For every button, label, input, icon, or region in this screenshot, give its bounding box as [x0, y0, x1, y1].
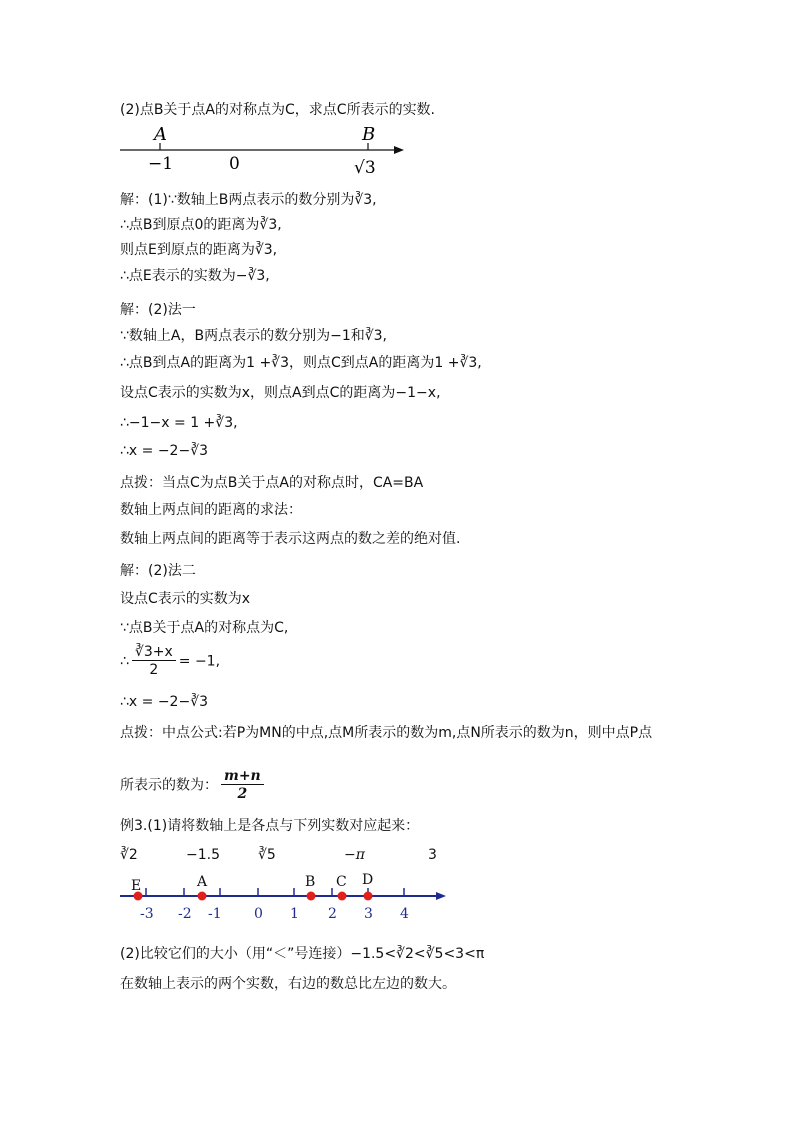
example-3-question: 例3.(1)请将数轴上是各点与下列实数对应起来： — [120, 818, 420, 834]
distance-rule-title: 数轴上两点间的距离的求法： — [120, 502, 302, 518]
midpoint-result-line — [120, 768, 267, 803]
question-text: (2)点B关于点A的对称点为C，求点C所表示的实数. — [120, 102, 436, 118]
axis-arrow — [436, 892, 446, 900]
solution-2-line-1: ∵数轴上A，B两点表示的数分别为−1和∛3, — [120, 328, 388, 344]
solution-1-line-3: 则点E到原点的距离为∛3, — [120, 242, 278, 258]
point-D — [364, 892, 373, 901]
solution-2-line-2: ∴点B到点A的距离为1 +∛3，则点C到点A的距离为1 +∛3, — [120, 355, 482, 371]
solution-3-line-4: ∴x = −2−∛3 — [120, 694, 209, 710]
label-B: B — [362, 124, 376, 145]
fraction-equation-rest: = −1, — [178, 653, 221, 670]
tick-label-0: 0 — [229, 154, 240, 174]
midpoint-numerator: m+n — [221, 768, 264, 785]
fraction-numerator: ∛3+x — [132, 644, 176, 661]
point-label-B: B — [305, 874, 316, 890]
fraction — [132, 644, 176, 679]
point-label-D: D — [362, 872, 374, 888]
solution-3-line-2: ∵点B关于点A的对称点为C, — [120, 620, 289, 636]
hint-midpoint-formula: 点拨：中点公式:若P为MN的中点,点M所表示的数为m,点N所表示的数为n，则中点P点 — [120, 725, 653, 741]
point-label-E: E — [131, 878, 142, 894]
therefore-symbol: ∴ — [120, 653, 129, 670]
solution-2-line-4: ∴−1−x = 1 +∛3, — [120, 415, 238, 431]
axis-arrow — [394, 146, 404, 154]
hint-1: 点拨：当点C为点B关于点A的对称点时，CA=BA — [120, 475, 424, 491]
number-line-2 — [118, 868, 458, 924]
fraction-denominator: 2 — [149, 662, 159, 678]
solution-2-line-5: ∴x = −2−∛3 — [120, 443, 209, 459]
solution-2-line-3: 设点C表示的实数为x，则点A到点C的距离为−1−x, — [120, 385, 441, 401]
value-neg1-5: −1.5 — [186, 847, 220, 863]
solution-1-line-2: ∴点B到原点0的距离为∛3, — [120, 217, 282, 233]
tick-label: 3 — [364, 906, 373, 922]
solution-2-heading: 解：(2)法一 — [120, 302, 196, 318]
solution-1-line-4: ∴点E表示的实数为−∛3, — [120, 268, 270, 284]
conclusion: 在数轴上表示的两个实数，右边的数总比左边的数大。 — [120, 976, 456, 992]
tick-label: -2 — [178, 906, 192, 922]
tick-label: -3 — [140, 906, 154, 922]
value-neg-pi: −π — [344, 847, 365, 863]
midpoint-denominator: 2 — [237, 786, 248, 802]
tick-label: 4 — [400, 906, 409, 922]
point-B — [307, 892, 316, 901]
label-A: A — [154, 124, 167, 145]
solution-3-fraction-line — [120, 644, 220, 679]
tick-label: -1 — [208, 906, 222, 922]
point-label-C: C — [336, 874, 347, 890]
value-3: 3 — [428, 847, 437, 863]
tick-label: 2 — [328, 906, 337, 922]
values-row — [0, 847, 800, 867]
midpoint-prefix: 所表示的数为： — [120, 777, 218, 794]
tick-label: 1 — [290, 906, 299, 922]
tick-label-neg1: −1 — [148, 154, 174, 174]
point-C — [338, 892, 347, 901]
tick-label: 0 — [254, 906, 263, 922]
midpoint-fraction — [221, 768, 264, 803]
distance-rule-text: 数轴上两点间的距离等于表示这两点的数之差的绝对值. — [120, 531, 461, 547]
value-cbrt2: ∛2 — [120, 847, 138, 863]
number-line-1 — [118, 120, 418, 182]
value-cbrt5: ∛5 — [258, 847, 276, 863]
point-A — [198, 892, 207, 901]
point-label-A: A — [197, 874, 208, 890]
tick-label-sqrt3: √3 — [354, 158, 376, 178]
solution-3-line-1: 设点C表示的实数为x — [120, 591, 251, 607]
solution-1-line-1: 解：(1)∵数轴上B两点表示的数分别为∛3, — [120, 192, 377, 208]
compare-question: (2)比较它们的大小（用“＜”号连接）−1.5<∛2<∛5<3<π — [120, 946, 485, 962]
solution-3-heading: 解：(2)法二 — [120, 563, 196, 579]
